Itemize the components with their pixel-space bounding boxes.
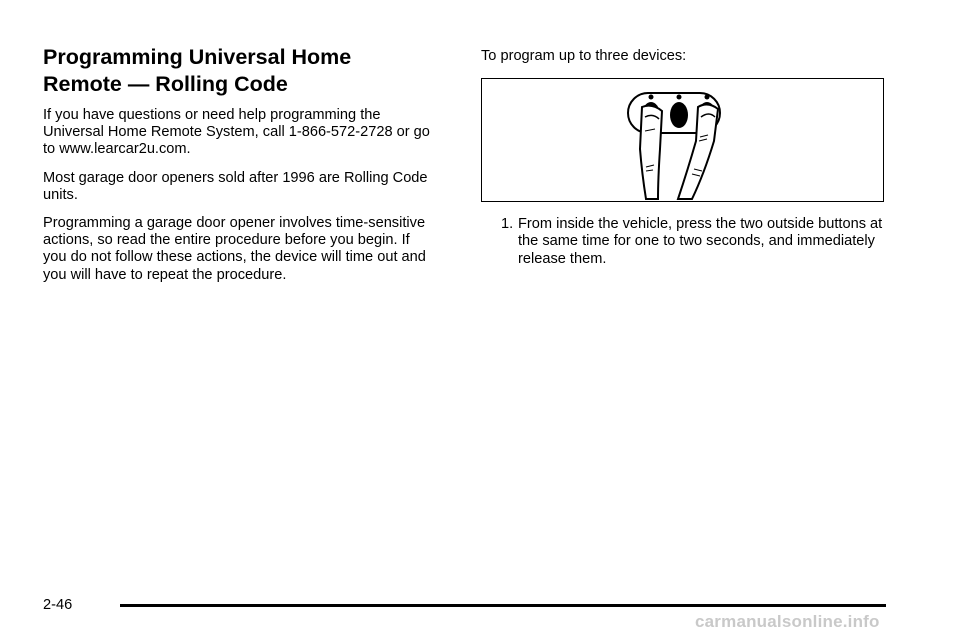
watermark: carmanualsonline.info — [695, 612, 880, 631]
page-number: 2-46 — [43, 597, 73, 613]
list-item — [481, 216, 886, 268]
hand-pressing-buttons-figure — [481, 78, 884, 202]
section-title — [43, 44, 433, 98]
section-title-line1: Programming Universal Home — [43, 45, 352, 69]
hand-pressing-two-buttons-icon — [482, 79, 885, 203]
footer-divider — [120, 604, 886, 607]
paragraph-help-contact: If you have questions or need help programming the Universal Home Remote System, call 1-866-572-2728 or go to www.learcar2u.com. — [43, 107, 430, 158]
left-column — [43, 44, 433, 295]
program-intro: To program up to three devices: — [481, 48, 687, 64]
paragraph-time-sensitive: Programming a garage door opener involves time-sensitive actions, so read the entire procedure before you begin. If you do not follow these actions, the device will time out and you will have to repeat the procedure. — [43, 215, 426, 283]
program-steps-list — [481, 216, 886, 268]
section-title-line2: Remote — Rolling Code — [43, 72, 288, 96]
paragraph-rolling-code: Most garage door openers sold after 1996 are Rolling Code units. — [43, 169, 428, 203]
step-number: 1. — [501, 216, 514, 233]
right-column — [481, 44, 886, 268]
step-text: From inside the vehicle, press the two outside buttons at the same time for one to two seconds, and immediately release them. — [518, 216, 883, 267]
